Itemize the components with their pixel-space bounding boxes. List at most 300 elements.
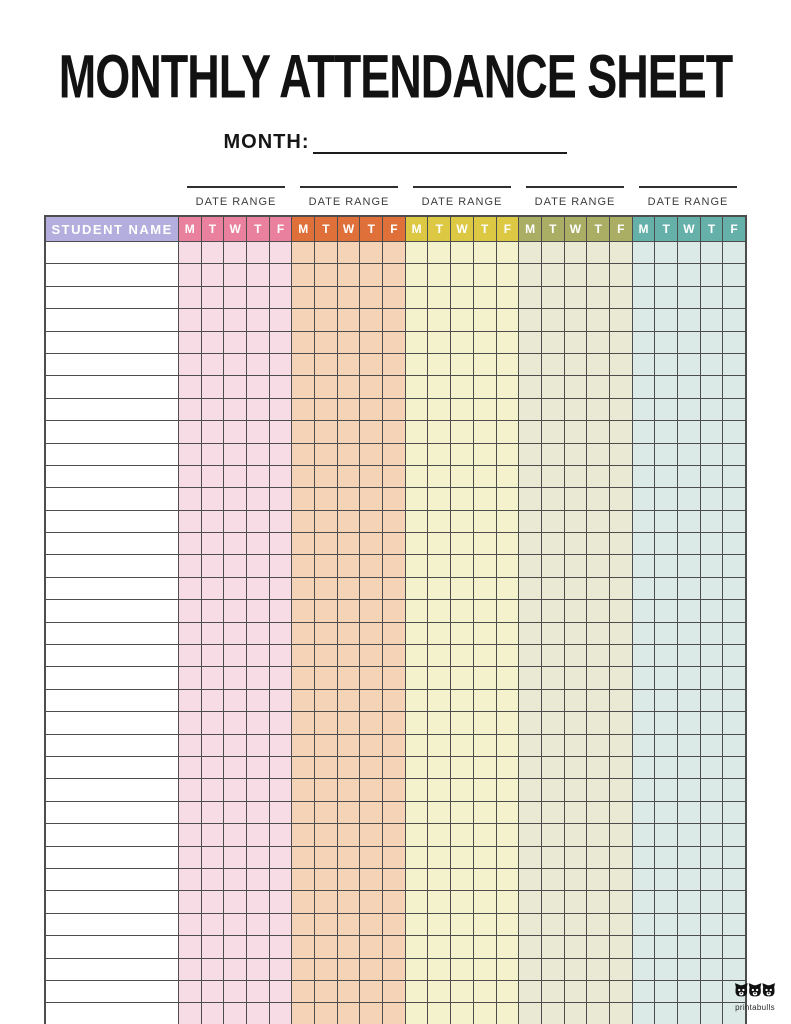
- attendance-cell-week-1: [178, 264, 201, 286]
- attendance-table: [44, 215, 746, 1024]
- attendance-cell-week-5: [700, 331, 723, 353]
- attendance-cell-week-3: [405, 376, 428, 398]
- attendance-cell-week-3: [473, 846, 496, 868]
- attendance-cell-week-1: [224, 756, 247, 778]
- attendance-cell-week-2: [360, 577, 383, 599]
- attendance-cell-week-1: [224, 824, 247, 846]
- attendance-cell-week-4: [587, 645, 610, 667]
- attendance-cell-week-4: [609, 846, 632, 868]
- attendance-cell-week-1: [224, 443, 247, 465]
- attendance-cell-week-4: [519, 913, 542, 935]
- attendance-cell-week-3: [428, 756, 451, 778]
- month-blank-line: [313, 133, 567, 154]
- table-row: [45, 689, 745, 711]
- attendance-cell-week-4: [519, 868, 542, 890]
- attendance-cell-week-3: [451, 756, 474, 778]
- attendance-cell-week-3: [496, 577, 519, 599]
- attendance-cell-week-1: [178, 801, 201, 823]
- attendance-cell-week-4: [564, 667, 587, 689]
- attendance-cell-week-5: [700, 936, 723, 958]
- attendance-cell-week-2: [315, 421, 338, 443]
- attendance-cell-week-3: [496, 331, 519, 353]
- attendance-cell-week-4: [519, 645, 542, 667]
- attendance-cell-week-5: [632, 667, 655, 689]
- table-row: [45, 779, 745, 801]
- attendance-cell-week-1: [201, 533, 224, 555]
- attendance-cell-week-3: [496, 533, 519, 555]
- attendance-cell-week-2: [337, 331, 360, 353]
- attendance-cell-week-3: [496, 622, 519, 644]
- attendance-cell-week-1: [269, 600, 292, 622]
- attendance-cell-week-2: [360, 913, 383, 935]
- attendance-cell-week-3: [405, 555, 428, 577]
- attendance-cell-week-1: [178, 242, 201, 264]
- attendance-cell-week-3: [428, 913, 451, 935]
- attendance-cell-week-2: [337, 577, 360, 599]
- attendance-cell-week-4: [587, 846, 610, 868]
- attendance-cell-week-2: [360, 264, 383, 286]
- attendance-cell-week-5: [700, 465, 723, 487]
- attendance-cell-week-2: [292, 533, 315, 555]
- brand-name: printabulls: [735, 1003, 775, 1012]
- table-row: [45, 331, 745, 353]
- attendance-cell-week-5: [723, 533, 746, 555]
- attendance-cell-week-3: [496, 689, 519, 711]
- student-name-cell: [45, 1003, 178, 1024]
- attendance-cell-week-1: [269, 353, 292, 375]
- attendance-cell-week-1: [201, 555, 224, 577]
- attendance-cell-week-3: [428, 689, 451, 711]
- table-row: [45, 667, 745, 689]
- day-header-cell-week-1: F: [269, 216, 292, 242]
- attendance-cell-week-2: [383, 712, 406, 734]
- attendance-cell-week-2: [292, 936, 315, 958]
- student-name-cell: [45, 577, 178, 599]
- attendance-cell-week-2: [315, 891, 338, 913]
- attendance-cell-week-4: [564, 622, 587, 644]
- attendance-cell-week-3: [405, 510, 428, 532]
- attendance-cell-week-2: [360, 309, 383, 331]
- day-header-cell-week-3: F: [496, 216, 519, 242]
- attendance-cell-week-4: [564, 353, 587, 375]
- attendance-cell-week-1: [269, 421, 292, 443]
- attendance-cell-week-2: [360, 958, 383, 980]
- attendance-cell-week-1: [201, 891, 224, 913]
- attendance-cell-week-1: [178, 398, 201, 420]
- attendance-cell-week-2: [383, 533, 406, 555]
- attendance-cell-week-4: [564, 398, 587, 420]
- attendance-cell-week-4: [609, 622, 632, 644]
- attendance-cell-week-5: [723, 734, 746, 756]
- attendance-cell-week-4: [564, 533, 587, 555]
- attendance-cell-week-4: [519, 309, 542, 331]
- attendance-cell-week-5: [632, 421, 655, 443]
- attendance-cell-week-4: [541, 242, 564, 264]
- attendance-cell-week-4: [519, 712, 542, 734]
- attendance-cell-week-3: [405, 421, 428, 443]
- attendance-cell-week-1: [201, 1003, 224, 1024]
- attendance-cell-week-3: [405, 779, 428, 801]
- student-name-cell: [45, 264, 178, 286]
- attendance-cell-week-3: [473, 533, 496, 555]
- attendance-cell-week-3: [451, 533, 474, 555]
- attendance-cell-week-3: [473, 689, 496, 711]
- attendance-cell-week-3: [405, 712, 428, 734]
- table-row: [45, 600, 745, 622]
- attendance-cell-week-4: [587, 286, 610, 308]
- attendance-cell-week-4: [564, 309, 587, 331]
- attendance-cell-week-4: [541, 555, 564, 577]
- attendance-cell-week-5: [632, 779, 655, 801]
- attendance-cell-week-4: [609, 555, 632, 577]
- attendance-cell-week-2: [337, 1003, 360, 1024]
- attendance-cell-week-3: [473, 376, 496, 398]
- attendance-cell-week-3: [451, 734, 474, 756]
- attendance-cell-week-4: [541, 465, 564, 487]
- student-name-cell: [45, 488, 178, 510]
- attendance-cell-week-2: [360, 734, 383, 756]
- attendance-cell-week-4: [587, 242, 610, 264]
- attendance-cell-week-4: [587, 868, 610, 890]
- attendance-cell-week-5: [723, 353, 746, 375]
- attendance-cell-week-3: [428, 734, 451, 756]
- attendance-cell-week-2: [315, 555, 338, 577]
- attendance-cell-week-2: [337, 622, 360, 644]
- day-header-cell-week-5: F: [723, 216, 746, 242]
- attendance-cell-week-4: [564, 555, 587, 577]
- attendance-cell-week-2: [360, 533, 383, 555]
- attendance-cell-week-1: [269, 868, 292, 890]
- table-row: [45, 801, 745, 823]
- attendance-cell-week-5: [700, 980, 723, 1002]
- attendance-cell-week-4: [564, 577, 587, 599]
- attendance-cell-week-3: [428, 264, 451, 286]
- attendance-cell-week-1: [246, 331, 269, 353]
- attendance-cell-week-4: [564, 510, 587, 532]
- attendance-cell-week-1: [178, 667, 201, 689]
- day-header-cell-week-1: W: [224, 216, 247, 242]
- attendance-cell-week-1: [201, 376, 224, 398]
- attendance-cell-week-1: [178, 868, 201, 890]
- attendance-cell-week-1: [269, 846, 292, 868]
- attendance-cell-week-5: [723, 600, 746, 622]
- student-name-cell: [45, 443, 178, 465]
- day-header-cell-week-4: F: [609, 216, 632, 242]
- attendance-cell-week-5: [632, 645, 655, 667]
- attendance-cell-week-1: [224, 600, 247, 622]
- attendance-cell-week-1: [178, 645, 201, 667]
- attendance-cell-week-4: [609, 465, 632, 487]
- attendance-cell-week-1: [201, 689, 224, 711]
- attendance-cell-week-5: [678, 353, 701, 375]
- table-row: [45, 555, 745, 577]
- attendance-cell-week-5: [700, 488, 723, 510]
- attendance-cell-week-3: [405, 443, 428, 465]
- attendance-cell-week-1: [178, 353, 201, 375]
- attendance-cell-week-3: [496, 353, 519, 375]
- attendance-cell-week-4: [587, 1003, 610, 1024]
- table-row: [45, 756, 745, 778]
- attendance-cell-week-5: [700, 824, 723, 846]
- attendance-cell-week-2: [315, 667, 338, 689]
- attendance-cell-week-2: [383, 600, 406, 622]
- attendance-cell-week-5: [655, 913, 678, 935]
- attendance-cell-week-2: [360, 824, 383, 846]
- date-range-label: DATE RANGE: [308, 196, 390, 208]
- table-row: [45, 353, 745, 375]
- attendance-cell-week-2: [337, 824, 360, 846]
- attendance-cell-week-4: [541, 488, 564, 510]
- attendance-cell-week-2: [383, 376, 406, 398]
- attendance-cell-week-4: [609, 756, 632, 778]
- attendance-cell-week-1: [178, 555, 201, 577]
- attendance-cell-week-4: [541, 600, 564, 622]
- attendance-cell-week-5: [678, 980, 701, 1002]
- attendance-cell-week-1: [246, 824, 269, 846]
- attendance-cell-week-1: [178, 465, 201, 487]
- attendance-cell-week-4: [564, 264, 587, 286]
- attendance-cell-week-5: [632, 846, 655, 868]
- attendance-cell-week-2: [383, 824, 406, 846]
- attendance-cell-week-4: [541, 622, 564, 644]
- attendance-cell-week-3: [405, 824, 428, 846]
- attendance-cell-week-2: [360, 353, 383, 375]
- student-name-cell: [45, 913, 178, 935]
- student-name-cell: [45, 398, 178, 420]
- attendance-cell-week-3: [496, 868, 519, 890]
- attendance-cell-week-1: [224, 286, 247, 308]
- student-name-cell: [45, 868, 178, 890]
- attendance-cell-week-4: [519, 667, 542, 689]
- attendance-cell-week-4: [609, 488, 632, 510]
- attendance-cell-week-1: [201, 824, 224, 846]
- attendance-cell-week-5: [678, 622, 701, 644]
- attendance-cell-week-3: [405, 667, 428, 689]
- attendance-cell-week-4: [564, 801, 587, 823]
- attendance-cell-week-1: [201, 264, 224, 286]
- attendance-cell-week-3: [496, 264, 519, 286]
- attendance-cell-week-4: [541, 577, 564, 599]
- attendance-cell-week-2: [292, 846, 315, 868]
- attendance-cell-week-5: [723, 555, 746, 577]
- date-range-line: [639, 186, 736, 188]
- attendance-cell-week-2: [360, 421, 383, 443]
- attendance-cell-week-4: [541, 913, 564, 935]
- attendance-cell-week-2: [383, 667, 406, 689]
- attendance-cell-week-5: [700, 868, 723, 890]
- day-header-cell-week-4: T: [587, 216, 610, 242]
- table-row: [45, 936, 745, 958]
- attendance-cell-week-5: [700, 667, 723, 689]
- attendance-cell-week-3: [428, 622, 451, 644]
- attendance-cell-week-5: [655, 712, 678, 734]
- attendance-cell-week-5: [655, 868, 678, 890]
- attendance-cell-week-3: [496, 756, 519, 778]
- attendance-cell-week-1: [269, 242, 292, 264]
- attendance-cell-week-5: [655, 779, 678, 801]
- attendance-cell-week-3: [496, 421, 519, 443]
- attendance-cell-week-4: [609, 667, 632, 689]
- attendance-cell-week-2: [360, 891, 383, 913]
- student-name-cell: [45, 242, 178, 264]
- attendance-cell-week-5: [632, 801, 655, 823]
- attendance-cell-week-3: [496, 286, 519, 308]
- attendance-cell-week-2: [383, 1003, 406, 1024]
- attendance-cell-week-3: [496, 779, 519, 801]
- attendance-cell-week-4: [587, 421, 610, 443]
- attendance-cell-week-5: [632, 980, 655, 1002]
- attendance-cell-week-1: [178, 286, 201, 308]
- attendance-cell-week-1: [269, 801, 292, 823]
- attendance-cell-week-2: [315, 533, 338, 555]
- attendance-cell-week-4: [541, 1003, 564, 1024]
- attendance-cell-week-1: [246, 958, 269, 980]
- table-row: [45, 510, 745, 532]
- attendance-cell-week-3: [405, 353, 428, 375]
- attendance-cell-week-1: [201, 801, 224, 823]
- attendance-cell-week-2: [315, 824, 338, 846]
- attendance-cell-week-3: [473, 242, 496, 264]
- attendance-cell-week-2: [383, 868, 406, 890]
- attendance-cell-week-1: [178, 600, 201, 622]
- attendance-cell-week-4: [564, 913, 587, 935]
- attendance-cell-week-4: [519, 622, 542, 644]
- attendance-cell-week-4: [519, 824, 542, 846]
- attendance-cell-week-4: [609, 242, 632, 264]
- attendance-cell-week-1: [269, 331, 292, 353]
- attendance-cell-week-4: [564, 868, 587, 890]
- attendance-cell-week-2: [383, 734, 406, 756]
- attendance-cell-week-3: [451, 801, 474, 823]
- attendance-cell-week-4: [609, 376, 632, 398]
- student-name-cell: [45, 891, 178, 913]
- attendance-cell-week-4: [519, 689, 542, 711]
- attendance-cell-week-1: [269, 645, 292, 667]
- attendance-cell-week-1: [246, 645, 269, 667]
- attendance-cell-week-2: [383, 958, 406, 980]
- attendance-cell-week-3: [496, 846, 519, 868]
- attendance-cell-week-3: [473, 913, 496, 935]
- attendance-cell-week-4: [541, 645, 564, 667]
- attendance-cell-week-4: [564, 846, 587, 868]
- date-range-label: DATE RANGE: [647, 196, 729, 208]
- attendance-cell-week-3: [428, 645, 451, 667]
- attendance-cell-week-5: [678, 376, 701, 398]
- attendance-cell-week-3: [451, 824, 474, 846]
- attendance-cell-week-5: [678, 779, 701, 801]
- attendance-cell-week-1: [178, 846, 201, 868]
- attendance-cell-week-1: [224, 1003, 247, 1024]
- attendance-cell-week-1: [246, 577, 269, 599]
- attendance-cell-week-3: [496, 398, 519, 420]
- attendance-cell-week-5: [655, 958, 678, 980]
- attendance-cell-week-5: [700, 443, 723, 465]
- header-row: [45, 216, 745, 242]
- attendance-cell-week-3: [496, 801, 519, 823]
- attendance-cell-week-2: [360, 779, 383, 801]
- attendance-cell-week-4: [519, 846, 542, 868]
- attendance-cell-week-2: [383, 398, 406, 420]
- table-row: [45, 421, 745, 443]
- attendance-cell-week-4: [587, 555, 610, 577]
- attendance-cell-week-4: [519, 510, 542, 532]
- attendance-cell-week-4: [519, 533, 542, 555]
- attendance-cell-week-5: [632, 398, 655, 420]
- attendance-cell-week-2: [315, 465, 338, 487]
- attendance-cell-week-4: [519, 286, 542, 308]
- attendance-cell-week-2: [292, 667, 315, 689]
- attendance-cell-week-5: [655, 242, 678, 264]
- attendance-cell-week-4: [519, 980, 542, 1002]
- attendance-cell-week-3: [473, 958, 496, 980]
- attendance-cell-week-2: [337, 936, 360, 958]
- table-row: [45, 264, 745, 286]
- attendance-cell-week-1: [246, 689, 269, 711]
- student-name-cell: [45, 824, 178, 846]
- attendance-cell-week-5: [632, 533, 655, 555]
- student-name-cell: [45, 533, 178, 555]
- attendance-cell-week-1: [178, 309, 201, 331]
- attendance-cell-week-5: [632, 689, 655, 711]
- attendance-cell-week-5: [723, 488, 746, 510]
- attendance-cell-week-4: [609, 331, 632, 353]
- attendance-cell-week-3: [496, 712, 519, 734]
- attendance-cell-week-5: [655, 667, 678, 689]
- attendance-cell-week-5: [723, 756, 746, 778]
- attendance-cell-week-1: [224, 980, 247, 1002]
- attendance-cell-week-5: [678, 465, 701, 487]
- attendance-cell-week-5: [700, 421, 723, 443]
- student-name-cell: [45, 667, 178, 689]
- attendance-cell-week-5: [655, 398, 678, 420]
- table-row: [45, 1003, 745, 1024]
- attendance-cell-week-1: [246, 980, 269, 1002]
- date-range-header: [632, 186, 745, 215]
- attendance-cell-week-2: [315, 376, 338, 398]
- attendance-cell-week-4: [519, 756, 542, 778]
- attendance-cell-week-5: [655, 264, 678, 286]
- attendance-cell-week-5: [723, 868, 746, 890]
- attendance-cell-week-1: [269, 958, 292, 980]
- attendance-cell-week-2: [383, 936, 406, 958]
- attendance-cell-week-5: [678, 846, 701, 868]
- attendance-cell-week-5: [678, 824, 701, 846]
- attendance-cell-week-1: [246, 846, 269, 868]
- attendance-cell-week-5: [723, 913, 746, 935]
- table-row: [45, 376, 745, 398]
- attendance-cell-week-4: [587, 488, 610, 510]
- attendance-cell-week-2: [315, 353, 338, 375]
- attendance-cell-week-4: [519, 555, 542, 577]
- attendance-cell-week-4: [564, 891, 587, 913]
- attendance-cell-week-1: [269, 398, 292, 420]
- attendance-cell-week-2: [383, 891, 406, 913]
- student-name-cell: [45, 286, 178, 308]
- attendance-cell-week-5: [632, 510, 655, 532]
- day-header-cell-week-2: T: [360, 216, 383, 242]
- attendance-cell-week-1: [269, 488, 292, 510]
- student-name-cell: [45, 645, 178, 667]
- attendance-cell-week-3: [428, 488, 451, 510]
- attendance-cell-week-2: [337, 645, 360, 667]
- attendance-cell-week-2: [383, 555, 406, 577]
- table-row: [45, 824, 745, 846]
- attendance-cell-week-5: [700, 600, 723, 622]
- attendance-cell-week-2: [337, 667, 360, 689]
- attendance-cell-week-2: [315, 980, 338, 1002]
- attendance-cell-week-2: [292, 645, 315, 667]
- day-header-cell-week-2: F: [383, 216, 406, 242]
